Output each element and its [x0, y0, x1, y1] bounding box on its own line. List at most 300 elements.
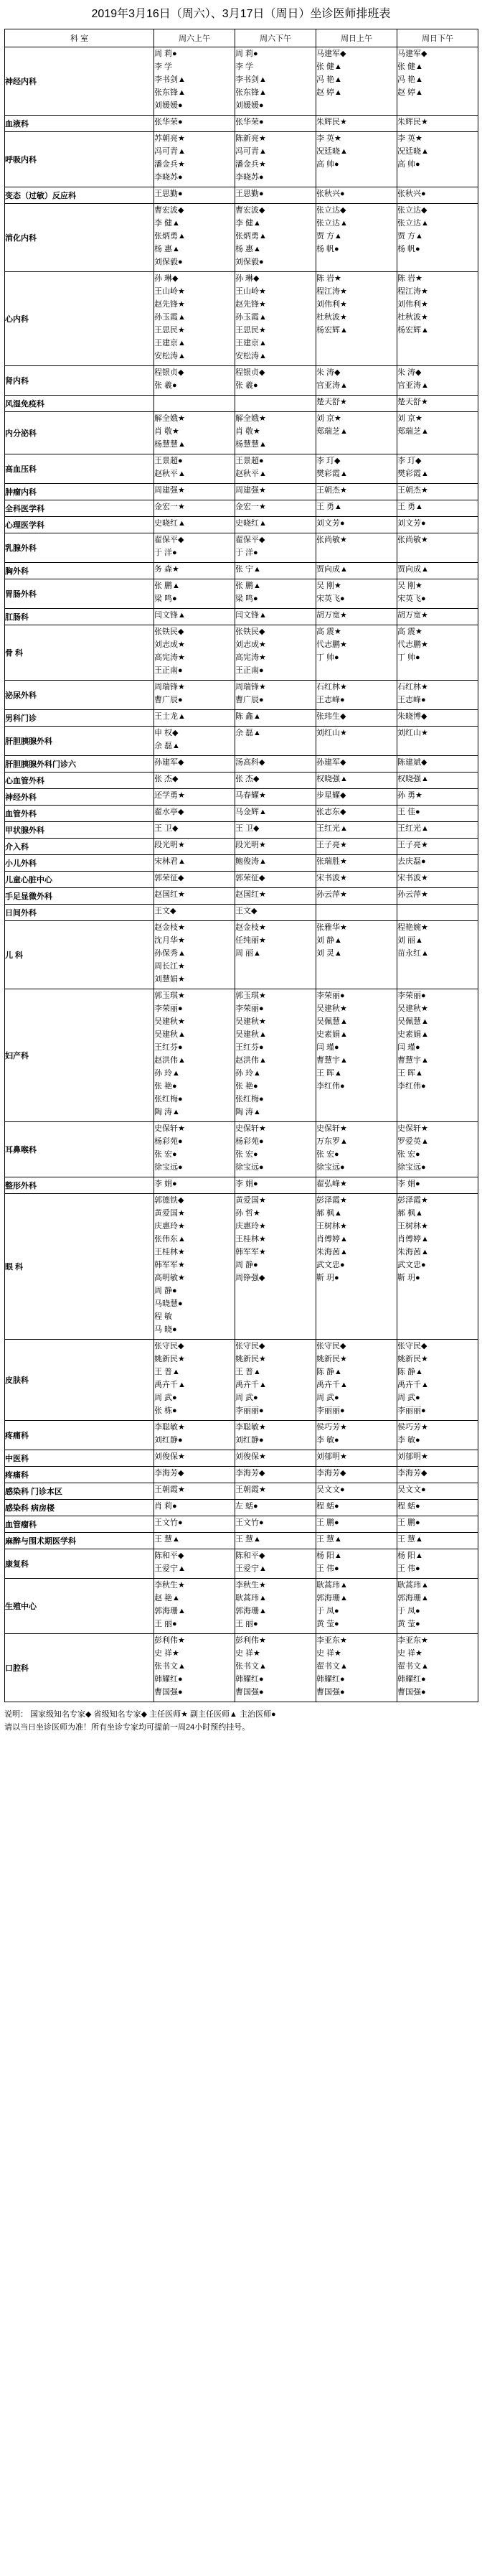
doctor-name: 宋书波★ — [397, 874, 428, 882]
doctor-name: 武文忠● — [316, 1261, 345, 1269]
doctor-name: 李 玎◆ — [397, 457, 422, 465]
doctor-name: 权晓强▲ — [316, 775, 348, 783]
doctor-name: 杨宏辉▲ — [397, 326, 429, 335]
doctor-name: 杜秋波★ — [397, 313, 428, 322]
doctor-name: 段光明★ — [235, 841, 266, 849]
doctor-name: 郭荣征◆ — [235, 874, 265, 882]
doctor-name: 贾向成▲ — [397, 565, 429, 574]
department-name: 乳腺外科 — [5, 533, 154, 563]
doctor-name: 张守民◆ — [154, 1342, 184, 1350]
shift-cell — [154, 888, 235, 905]
doctor-name: 张 栋● — [154, 1406, 177, 1415]
doctor-name: 周 武● — [397, 1394, 420, 1402]
shift-cell — [397, 855, 478, 872]
shift-cell — [316, 1579, 397, 1634]
doctor-name: 王正南● — [154, 666, 183, 675]
doctor-name: 耿蒿玮▲ — [235, 1594, 267, 1602]
doctor-name: 樊彩霞▲ — [316, 470, 348, 478]
shift-cell — [154, 905, 235, 921]
shift-cell — [397, 47, 478, 116]
doctor-name: 闫文锋▲ — [154, 611, 186, 620]
shift-cell — [235, 396, 316, 412]
doctor-name: 丁 帅● — [316, 653, 339, 662]
shift-cell — [316, 272, 397, 366]
shift-cell — [397, 1450, 478, 1467]
shift-cell — [316, 710, 397, 727]
doctor-name: 孙建军◆ — [154, 758, 184, 767]
doctor-name: 张红梅● — [154, 1095, 183, 1103]
doctor-name: 侯巧芳★ — [316, 1423, 347, 1432]
doctor-name: 李 健▲ — [235, 219, 261, 228]
doctor-name: 张 宏● — [154, 1150, 177, 1159]
schedule-row — [5, 888, 478, 905]
department-name: 儿童心脏中心 — [5, 872, 154, 888]
doctor-name: 张 杰◆ — [235, 775, 260, 783]
doctor-name: 陈 岩★ — [397, 274, 422, 283]
department-name: 胃肠外科 — [5, 579, 154, 609]
doctor-name: 冯可青▲ — [235, 147, 267, 156]
shift-cell — [235, 1177, 316, 1194]
shift-cell — [397, 396, 478, 412]
doctor-name: 务 森★ — [154, 565, 179, 574]
schedule-row — [5, 1177, 478, 1194]
doctor-name: 刘文芳● — [397, 519, 426, 528]
booking-note: 请以当日坐诊医师为准！所有坐诊专家均可提前一周24小时预约挂号。 — [4, 1723, 250, 1732]
doctor-name: 宋英飞● — [397, 594, 426, 603]
schedule-row — [5, 1194, 478, 1340]
department-name: 儿 科 — [5, 921, 154, 989]
doctor-name: 王 丽● — [235, 1620, 258, 1628]
doctor-name: 李荣丽● — [235, 1004, 264, 1013]
doctor-name: 杨 帆● — [316, 245, 339, 253]
doctor-name: 李亚东★ — [316, 1636, 347, 1645]
schedule-row — [5, 872, 478, 888]
schedule-row — [5, 855, 478, 872]
schedule-row — [5, 500, 478, 517]
shift-cell — [316, 1634, 397, 1702]
doctor-name: 黄 莹● — [316, 1620, 339, 1628]
doctor-name: 高宪涛★ — [235, 653, 266, 662]
department-name: 消化内科 — [5, 204, 154, 272]
doctor-name: 郭玉琪★ — [154, 991, 185, 1000]
doctor-name: 周 莉● — [154, 50, 177, 58]
doctor-name: 徐宝远● — [316, 1163, 345, 1172]
doctor-name: 杨 惠▲ — [154, 245, 180, 253]
doctor-name: 陶 涛▲ — [235, 1108, 261, 1116]
doctor-name: 吴建秋★ — [235, 1017, 266, 1026]
doctor-name: 王 丽● — [154, 1620, 177, 1628]
doctor-name: 高宪涛★ — [154, 653, 185, 662]
doctor-name: 赵秋平▲ — [154, 470, 186, 478]
doctor-name: 王 勇▲ — [397, 503, 423, 511]
department-name: 胸外科 — [5, 563, 154, 579]
doctor-name: 程 蛞● — [316, 1502, 339, 1511]
doctor-name: 李 学 — [235, 62, 254, 71]
doctor-name: 李 英★ — [316, 134, 341, 143]
doctor-name: 吴建秋★ — [154, 1017, 185, 1026]
schedule-row — [5, 1500, 478, 1516]
doctor-name: 王爱宁▲ — [235, 1564, 267, 1573]
shift-cell — [235, 517, 316, 533]
doctor-name: 王红光▲ — [397, 824, 429, 833]
schedule-row — [5, 579, 478, 609]
shift-cell — [235, 187, 316, 204]
shift-cell — [235, 681, 316, 710]
doctor-name: 王 卫◆ — [235, 824, 260, 833]
shift-cell — [397, 1579, 478, 1634]
doctor-name: 冯 艳▲ — [316, 75, 342, 84]
doctor-name: 张守民◆ — [235, 1342, 265, 1350]
shift-cell — [154, 710, 235, 727]
doctor-name: 刘郁明★ — [397, 1452, 428, 1461]
doctor-name: 马 晓● — [154, 1325, 177, 1334]
doctor-name: 吴建秋★ — [397, 1004, 428, 1013]
doctor-name: 张书文▲ — [235, 1662, 267, 1671]
doctor-name: 高明敏★ — [154, 1274, 185, 1282]
doctor-name: 张秋兴● — [397, 190, 426, 198]
doctor-name: 张 羲● — [235, 381, 258, 390]
doctor-name: 王志峰● — [397, 696, 426, 704]
shift-cell — [235, 822, 316, 839]
shift-cell — [235, 905, 316, 921]
department-name: 泌尿外科 — [5, 681, 154, 710]
shift-cell — [397, 1340, 478, 1421]
doctor-name: 禹卉千▲ — [316, 1381, 348, 1389]
doctor-name: 张瑞胜★ — [316, 857, 347, 866]
shift-cell — [235, 454, 316, 484]
shift-cell — [316, 681, 397, 710]
doctor-name: 王 晖▲ — [397, 1069, 423, 1078]
doctor-name: 吴 刚★ — [397, 582, 422, 590]
doctor-name: 闫文锋▲ — [235, 611, 267, 620]
doctor-name: 李 敏● — [397, 1436, 420, 1445]
doctor-name: 刘红静● — [235, 1436, 264, 1445]
doctor-name: 李红伟● — [397, 1082, 426, 1091]
shift-cell — [397, 681, 478, 710]
schedule-row — [5, 454, 478, 484]
doctor-name: 耿蒿玮▲ — [397, 1581, 429, 1590]
doctor-name: 陈 岩★ — [316, 274, 341, 283]
doctor-name: 王 卫◆ — [154, 824, 179, 833]
doctor-name: 李荣丽● — [154, 1004, 183, 1013]
doctor-name: 王文◆ — [235, 907, 257, 915]
doctor-name: 李海芳◆ — [316, 1469, 346, 1478]
schedule-row — [5, 789, 478, 806]
doctor-name: 王思勤● — [235, 190, 264, 198]
doctor-name: 程艳婉★ — [397, 923, 428, 932]
doctor-name: 张炳勇▲ — [235, 232, 267, 241]
doctor-name: 朱晓博◆ — [397, 712, 427, 721]
doctor-name: 赵金枝★ — [154, 923, 185, 932]
schedule-row — [5, 773, 478, 789]
doctor-name: 王建京▲ — [154, 339, 186, 347]
doctor-name: 曹国强● — [397, 1688, 426, 1697]
schedule-row — [5, 366, 478, 396]
doctor-name: 王子亮★ — [397, 841, 428, 849]
doctor-name: 武文忠● — [397, 1261, 426, 1269]
shift-cell — [316, 517, 397, 533]
doctor-name: 赵国红★ — [154, 890, 185, 899]
shift-cell — [235, 1421, 316, 1450]
doctor-name: 周铮强◆ — [235, 1274, 265, 1282]
doctor-name: 周瑞锋★ — [235, 683, 266, 691]
shift-cell — [397, 1500, 478, 1516]
doctor-name: 王红光▲ — [316, 824, 348, 833]
shift-cell — [316, 727, 397, 756]
doctor-name: 张 鹏▲ — [154, 582, 180, 590]
department-name: 甲状腺外科 — [5, 822, 154, 839]
shift-cell — [397, 187, 478, 204]
shift-cell — [235, 1533, 316, 1549]
shift-cell — [154, 1421, 235, 1450]
shift-cell — [316, 1516, 397, 1533]
shift-cell — [316, 47, 397, 116]
shift-cell — [397, 756, 478, 773]
doctor-name: 李秋生★ — [154, 1581, 185, 1590]
department-name: 内分泌科 — [5, 412, 154, 454]
shift-cell — [397, 710, 478, 727]
shift-cell — [316, 579, 397, 609]
doctor-name: 周 武● — [154, 1394, 177, 1402]
schedule-row — [5, 563, 478, 579]
doctor-name: 翟书文▲ — [397, 1662, 429, 1671]
doctor-name: 王树林★ — [397, 1222, 428, 1231]
shift-cell — [235, 366, 316, 396]
doctor-name: 史素娟▲ — [397, 1030, 429, 1039]
doctor-name: 吴文文● — [316, 1485, 345, 1494]
doctor-name: 赵 艳▲ — [154, 1594, 180, 1602]
shift-cell — [397, 789, 478, 806]
doctor-name: 杨宏辉▲ — [316, 326, 348, 335]
shift-cell — [235, 579, 316, 609]
doctor-name: 王 鹏● — [397, 1518, 420, 1527]
shift-cell — [154, 681, 235, 710]
department-name: 感染科 门诊本区 — [5, 1483, 154, 1500]
schedule-row — [5, 710, 478, 727]
doctor-name: 程江涛★ — [397, 287, 428, 296]
doctor-name: 马春耀★ — [235, 791, 266, 800]
doctor-name: 孙玉霞▲ — [235, 313, 267, 322]
doctor-name: 赵金枝★ — [235, 923, 266, 932]
doctor-name: 曹宏波◆ — [235, 206, 265, 215]
doctor-name: 周 静● — [235, 1261, 258, 1269]
shift-cell — [316, 806, 397, 822]
shift-cell — [235, 1549, 316, 1579]
shift-cell — [316, 1450, 397, 1467]
doctor-name: 史 祥★ — [397, 1649, 422, 1658]
doctor-name: 石红林★ — [316, 683, 347, 691]
shift-cell — [235, 484, 316, 500]
shift-cell — [397, 533, 478, 563]
doctor-name: 周 武● — [235, 1394, 258, 1402]
doctor-name: 张红梅● — [235, 1095, 264, 1103]
doctor-name: 肖 敬★ — [154, 427, 179, 436]
doctor-name: 王树林★ — [316, 1222, 347, 1231]
shift-cell — [235, 1467, 316, 1483]
doctor-name: 安松涛▲ — [154, 352, 186, 360]
schedule-row — [5, 1421, 478, 1450]
shift-cell — [397, 921, 478, 989]
doctor-name: 王 慧▲ — [397, 1535, 423, 1544]
doctor-name: 周 静● — [154, 1287, 177, 1295]
legend-line: 说明： 国家级知名专家◆ 省级知名专家◆ 主任医师★ 副主任医师▲ 主治医师● — [4, 1710, 276, 1719]
doctor-name: 宋英飞● — [316, 594, 345, 603]
doctor-name: 王文◆ — [154, 907, 176, 915]
doctor-name: 张 艳● — [154, 1082, 177, 1091]
doctor-name: 郝 枫▲ — [397, 1209, 423, 1218]
doctor-name: 张尚敏★ — [397, 536, 428, 544]
doctor-name: 金宏一★ — [154, 503, 185, 511]
doctor-name: 李聪敏★ — [154, 1423, 185, 1432]
shift-cell — [235, 132, 316, 187]
footer-note — [4, 1702, 478, 1734]
shift-cell — [154, 1579, 235, 1634]
doctor-name: 张华荣● — [154, 118, 183, 126]
doctor-name: 曹国强● — [235, 1688, 264, 1697]
shift-cell — [154, 366, 235, 396]
doctor-name: 史保轩★ — [154, 1124, 185, 1133]
schedule-row — [5, 1122, 478, 1177]
doctor-name: 权晓强▲ — [397, 775, 429, 783]
doctor-name: 刘保毅● — [235, 258, 264, 266]
doctor-name: 余 磊▲ — [154, 742, 180, 750]
shift-cell — [397, 806, 478, 822]
doctor-name: 李 娟● — [154, 1180, 177, 1188]
doctor-name: 李聪敏★ — [235, 1423, 266, 1432]
department-name: 骨 科 — [5, 625, 154, 681]
department-name: 血液科 — [5, 116, 154, 132]
doctor-name: 张华荣● — [235, 118, 264, 126]
shift-cell — [235, 1450, 316, 1467]
doctor-name: 郭荣征◆ — [154, 874, 184, 882]
doctor-name: 张立达▲ — [397, 219, 429, 228]
shift-cell — [154, 872, 235, 888]
doctor-name: 解全娥★ — [235, 414, 266, 423]
doctor-name: 王景超● — [235, 457, 264, 465]
shift-cell — [154, 789, 235, 806]
doctor-name: 于 凤● — [397, 1607, 420, 1615]
shift-cell — [154, 1483, 235, 1500]
department-name: 耳鼻喉科 — [5, 1122, 154, 1177]
department-name: 疼痛科 — [5, 1467, 154, 1483]
header-sun-pm: 周日下午 — [397, 29, 478, 47]
schedule-row — [5, 187, 478, 204]
schedule-row — [5, 625, 478, 681]
shift-cell — [154, 1634, 235, 1702]
department-name: 肛肠科 — [5, 609, 154, 625]
department-name: 心内科 — [5, 272, 154, 366]
doctor-name: 段光明★ — [154, 841, 185, 849]
shift-cell — [397, 1533, 478, 1549]
doctor-name: 刘红静● — [154, 1436, 183, 1445]
schedule-row — [5, 839, 478, 855]
schedule-row — [5, 1634, 478, 1702]
schedule-row — [5, 484, 478, 500]
doctor-name: 史晓红▲ — [235, 519, 267, 528]
doctor-name: 张志东◆ — [316, 808, 346, 816]
doctor-name: 郭海珊▲ — [316, 1594, 348, 1602]
schedule-row — [5, 681, 478, 710]
doctor-name: 彭利伟★ — [235, 1636, 266, 1645]
doctor-name: 张 羲● — [154, 381, 177, 390]
shift-cell — [154, 517, 235, 533]
doctor-name: 王 慧▲ — [154, 1535, 180, 1544]
doctor-name: 闫 瑾● — [316, 1043, 339, 1052]
doctor-name: 庆惠玲★ — [235, 1222, 266, 1231]
doctor-name: 胡万宽★ — [316, 611, 347, 620]
shift-cell — [397, 1421, 478, 1450]
doctor-name: 程 敏 — [154, 1312, 173, 1321]
doctor-name: 周 武● — [316, 1394, 339, 1402]
schedule-row — [5, 609, 478, 625]
shift-cell — [316, 1340, 397, 1421]
doctor-name: 高 帅● — [316, 160, 339, 169]
shift-cell — [154, 773, 235, 789]
doctor-name: 杨慧慧▲ — [154, 440, 186, 449]
doctor-name: 孙 琳◆ — [154, 274, 179, 283]
shift-cell — [235, 773, 316, 789]
shift-cell — [397, 1549, 478, 1579]
doctor-name: 况廷晓▲ — [397, 147, 429, 156]
schedule-row — [5, 727, 478, 756]
header-sat-pm: 周六下午 — [235, 29, 316, 47]
doctor-name: 高 帅● — [397, 160, 420, 169]
shift-cell — [154, 839, 235, 855]
doctor-name: 王红芬● — [235, 1043, 264, 1052]
shift-cell — [235, 563, 316, 579]
doctor-name: 王红芬● — [154, 1043, 183, 1052]
doctor-name: 刘文芳● — [316, 519, 345, 528]
doctor-name: 高 震★ — [397, 627, 422, 636]
shift-cell — [397, 822, 478, 839]
doctor-name: 高 震★ — [316, 627, 341, 636]
doctor-name: 刘 京★ — [316, 414, 341, 423]
shift-cell — [397, 1177, 478, 1194]
schedule-row — [5, 1450, 478, 1467]
doctor-name: 郭海珊▲ — [397, 1594, 429, 1602]
doctor-name: 肖 敬★ — [235, 427, 260, 436]
doctor-name: 任纯丽★ — [235, 936, 266, 945]
doctor-name: 赵先锋★ — [235, 300, 266, 309]
doctor-name: 李晓苏● — [154, 173, 183, 182]
shift-cell — [316, 116, 397, 132]
doctor-name: 杨 阳▲ — [397, 1551, 423, 1560]
doctor-name: 刘媛媛● — [154, 101, 183, 110]
shift-cell — [316, 1533, 397, 1549]
shift-cell — [154, 1122, 235, 1177]
doctor-name: 赵 婷▲ — [397, 88, 423, 97]
doctor-name: 陈 静▲ — [397, 1368, 423, 1376]
shift-cell — [154, 625, 235, 681]
doctor-name: 闫 瑾● — [397, 1043, 420, 1052]
shift-cell — [235, 412, 316, 454]
shift-cell — [235, 47, 316, 116]
schedule-row — [5, 272, 478, 366]
shift-cell — [397, 563, 478, 579]
schedule-row — [5, 47, 478, 116]
department-name: 变态（过敏）反应科 — [5, 187, 154, 204]
shift-cell — [154, 756, 235, 773]
shift-cell — [154, 132, 235, 187]
doctor-name: 刘郁明★ — [316, 1452, 347, 1461]
shift-cell — [316, 872, 397, 888]
shift-cell — [316, 484, 397, 500]
doctor-name: 程银贞◆ — [154, 368, 184, 377]
doctor-name: 王 普▲ — [235, 1368, 261, 1376]
doctor-name: 杨 帆● — [397, 245, 420, 253]
shift-cell — [397, 204, 478, 272]
schedule-row — [5, 533, 478, 563]
